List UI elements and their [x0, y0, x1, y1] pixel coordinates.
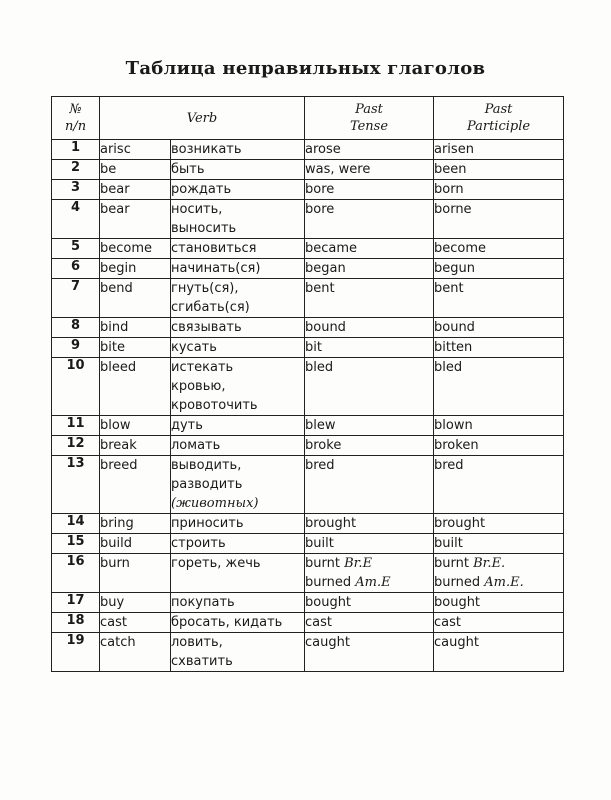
past-tense-form	[305, 358, 434, 416]
past-participle-form	[434, 140, 564, 160]
past-participle-word: arisen	[434, 142, 474, 157]
past-participle-line	[434, 358, 563, 377]
past-tense-form	[305, 338, 434, 358]
row-number: 1	[52, 140, 100, 160]
past-tense-line	[305, 318, 433, 337]
past-participle-form	[434, 593, 564, 613]
past-participle-form	[434, 259, 564, 279]
translation-line: выводить,	[171, 458, 242, 473]
region-label: Br.E.	[473, 556, 506, 571]
past-participle-line	[434, 593, 563, 612]
verb-translation	[171, 613, 305, 633]
past-tense-line	[305, 279, 433, 298]
past-participle-form	[434, 239, 564, 259]
translation-line: покупать	[171, 595, 235, 610]
past-tense-line	[305, 160, 433, 179]
past-participle-form	[434, 200, 564, 239]
table-row	[52, 534, 564, 554]
verb-infinitive: arisc	[100, 140, 171, 160]
past-tense-word: broke	[305, 438, 342, 453]
verb-translation	[171, 436, 305, 456]
header-verb: Verb	[100, 97, 305, 140]
past-participle-line	[434, 200, 563, 219]
past-tense-form	[305, 180, 434, 200]
past-participle-form	[434, 613, 564, 633]
past-participle-line	[434, 160, 563, 179]
header-past-line1: Past	[355, 102, 383, 117]
past-tense-word: cast	[305, 615, 332, 630]
translation-line: истекать	[171, 360, 234, 375]
table-row	[52, 554, 564, 593]
past-tense-form	[305, 593, 434, 613]
past-participle-form	[434, 358, 564, 416]
translation-line: гнуть(ся),	[171, 281, 239, 296]
past-participle-word: bought	[434, 595, 481, 610]
translation-line: гореть, жечь	[171, 556, 261, 571]
past-participle-word: caught	[434, 635, 479, 650]
past-tense-form	[305, 200, 434, 239]
verb-translation	[171, 259, 305, 279]
past-tense-form	[305, 534, 434, 554]
past-tense-word: bore	[305, 182, 335, 197]
past-tense-word: bore	[305, 202, 335, 217]
past-tense-line	[305, 514, 433, 533]
past-participle-form	[434, 456, 564, 514]
past-participle-form	[434, 160, 564, 180]
past-participle-line	[434, 239, 563, 258]
row-number: 16	[52, 554, 100, 593]
past-tense-line	[305, 633, 433, 652]
past-participle-line	[434, 573, 563, 592]
translation-line: строить	[171, 536, 226, 551]
table-body	[52, 140, 564, 672]
past-tense-line	[305, 200, 433, 219]
past-participle-word: become	[434, 241, 487, 256]
past-participle-word: burned	[434, 575, 481, 590]
past-participle-line	[434, 534, 563, 553]
translation-line: кровью,	[171, 379, 226, 394]
row-number: 17	[52, 593, 100, 613]
verb-translation	[171, 593, 305, 613]
row-number: 13	[52, 456, 100, 514]
verb-translation	[171, 416, 305, 436]
region-label: Am.E	[355, 575, 391, 590]
row-number: 9	[52, 338, 100, 358]
verb-infinitive: bend	[100, 279, 171, 318]
past-tense-form	[305, 554, 434, 593]
past-participle-line	[434, 613, 563, 632]
past-tense-word: bound	[305, 320, 346, 335]
past-tense-form	[305, 140, 434, 160]
past-participle-word: bred	[434, 458, 464, 473]
past-tense-line	[305, 554, 433, 573]
past-tense-form	[305, 436, 434, 456]
row-number: 11	[52, 416, 100, 436]
past-tense-word: bought	[305, 595, 352, 610]
translation-line: кровоточить	[171, 398, 258, 413]
row-number: 8	[52, 318, 100, 338]
past-participle-form	[434, 338, 564, 358]
table-row	[52, 416, 564, 436]
past-tense-word: caught	[305, 635, 350, 650]
verb-translation	[171, 358, 305, 416]
table-row	[52, 338, 564, 358]
verb-translation	[171, 200, 305, 239]
verb-infinitive: burn	[100, 554, 171, 593]
past-participle-word: begun	[434, 261, 475, 276]
translation-line: ловить,	[171, 635, 223, 650]
past-participle-form	[434, 554, 564, 593]
past-tense-line	[305, 593, 433, 612]
verb-translation	[171, 140, 305, 160]
row-number: 7	[52, 279, 100, 318]
translation-line: становиться	[171, 241, 257, 256]
verb-infinitive: bind	[100, 318, 171, 338]
verb-translation	[171, 554, 305, 593]
verb-infinitive: bleed	[100, 358, 171, 416]
past-participle-form	[434, 279, 564, 318]
past-participle-line	[434, 436, 563, 455]
verb-translation	[171, 239, 305, 259]
past-tense-form	[305, 318, 434, 338]
header-number-symbol: №	[69, 102, 82, 117]
past-tense-word: bent	[305, 281, 335, 296]
table-row	[52, 633, 564, 672]
past-tense-word: bit	[305, 340, 322, 355]
table-row	[52, 318, 564, 338]
past-tense-word: arose	[305, 142, 341, 157]
past-tense-line	[305, 573, 433, 592]
past-participle-form	[434, 534, 564, 554]
table-row	[52, 358, 564, 416]
translation-note: (животных)	[171, 496, 259, 511]
past-participle-form	[434, 416, 564, 436]
verb-infinitive: cast	[100, 613, 171, 633]
past-tense-form	[305, 416, 434, 436]
past-tense-form	[305, 160, 434, 180]
past-participle-form	[434, 633, 564, 672]
table-row	[52, 200, 564, 239]
past-participle-line	[434, 633, 563, 652]
past-participle-word: built	[434, 536, 463, 551]
row-number: 2	[52, 160, 100, 180]
past-tense-form	[305, 239, 434, 259]
past-tense-line	[305, 416, 433, 435]
past-tense-form	[305, 514, 434, 534]
past-participle-word: bled	[434, 360, 463, 375]
past-tense-form	[305, 633, 434, 672]
past-tense-form	[305, 456, 434, 514]
table-row	[52, 593, 564, 613]
translation-line: начинать(ся)	[171, 261, 261, 276]
past-participle-line	[434, 318, 563, 337]
past-participle-word: brought	[434, 516, 486, 531]
header-number-label: n/n	[64, 119, 87, 134]
header-number	[52, 97, 100, 140]
verb-translation	[171, 160, 305, 180]
past-tense-line	[305, 358, 433, 377]
verb-infinitive: break	[100, 436, 171, 456]
table-row	[52, 160, 564, 180]
past-tense-word: built	[305, 536, 334, 551]
past-participle-word: been	[434, 162, 467, 177]
row-number: 19	[52, 633, 100, 672]
region-label: Am.E.	[484, 575, 524, 590]
row-number: 4	[52, 200, 100, 239]
past-tense-word: became	[305, 241, 358, 256]
row-number: 6	[52, 259, 100, 279]
verb-infinitive: bear	[100, 180, 171, 200]
verb-infinitive: catch	[100, 633, 171, 672]
past-participle-word: bound	[434, 320, 475, 335]
past-participle-word: cast	[434, 615, 461, 630]
translation-line: быть	[171, 162, 205, 177]
verb-infinitive: build	[100, 534, 171, 554]
translation-line: бросать, кидать	[171, 615, 283, 630]
verb-translation	[171, 514, 305, 534]
past-participle-word: blown	[434, 418, 473, 433]
past-participle-line	[434, 279, 563, 298]
translation-line: дуть	[171, 418, 203, 433]
past-tense-line	[305, 259, 433, 278]
translation-line: кусать	[171, 340, 217, 355]
verb-translation	[171, 534, 305, 554]
verb-translation	[171, 180, 305, 200]
row-number: 5	[52, 239, 100, 259]
past-tense-form	[305, 613, 434, 633]
past-participle-line	[434, 259, 563, 278]
table-row	[52, 239, 564, 259]
verb-infinitive: blow	[100, 416, 171, 436]
row-number: 3	[52, 180, 100, 200]
past-participle-form	[434, 180, 564, 200]
verb-infinitive: be	[100, 160, 171, 180]
past-tense-word: bled	[305, 360, 334, 375]
table-row	[52, 140, 564, 160]
translation-line: сгибать(ся)	[171, 300, 250, 315]
past-tense-word: burned	[305, 575, 352, 590]
table-row	[52, 436, 564, 456]
past-tense-line	[305, 456, 433, 475]
past-tense-form	[305, 259, 434, 279]
past-participle-line	[434, 180, 563, 199]
past-tense-line	[305, 534, 433, 553]
past-tense-line	[305, 338, 433, 357]
table-row	[52, 180, 564, 200]
row-number: 10	[52, 358, 100, 416]
past-participle-word: born	[434, 182, 464, 197]
past-participle-line	[434, 140, 563, 159]
past-participle-line	[434, 514, 563, 533]
verb-infinitive: breed	[100, 456, 171, 514]
translation-line: приносить	[171, 516, 244, 531]
header-participle-line1: Past	[484, 102, 513, 117]
table-row	[52, 514, 564, 534]
past-tense-line	[305, 180, 433, 199]
past-participle-word: broken	[434, 438, 479, 453]
past-participle-line	[434, 456, 563, 475]
past-participle-form	[434, 436, 564, 456]
past-tense-word: was, were	[305, 162, 371, 177]
past-tense-line	[305, 239, 433, 258]
verb-infinitive: bite	[100, 338, 171, 358]
past-tense-word: began	[305, 261, 346, 276]
table-row	[52, 279, 564, 318]
verb-infinitive: bring	[100, 514, 171, 534]
translation-line: возникать	[171, 142, 242, 157]
past-tense-word: bred	[305, 458, 335, 473]
past-participle-line	[434, 338, 563, 357]
verb-infinitive: bear	[100, 200, 171, 239]
past-tense-line	[305, 613, 433, 632]
verb-translation	[171, 633, 305, 672]
verb-infinitive: begin	[100, 259, 171, 279]
past-tense-word: blew	[305, 418, 336, 433]
header-past-participle	[434, 97, 564, 140]
row-number: 12	[52, 436, 100, 456]
verb-translation	[171, 338, 305, 358]
verb-translation	[171, 456, 305, 514]
past-participle-word: bitten	[434, 340, 473, 355]
verb-translation	[171, 279, 305, 318]
verb-infinitive: become	[100, 239, 171, 259]
translation-line: рождать	[171, 182, 232, 197]
verb-translation	[171, 318, 305, 338]
past-participle-form	[434, 318, 564, 338]
row-number: 15	[52, 534, 100, 554]
past-participle-line	[434, 416, 563, 435]
header-past-tense	[305, 97, 434, 140]
table-row	[52, 613, 564, 633]
translation-line: выносить	[171, 221, 237, 236]
page-title: Таблица неправильных глаголов	[125, 58, 486, 79]
region-label: Br.E	[344, 556, 373, 571]
translation-line: ломать	[171, 438, 221, 453]
past-participle-word: burnt	[434, 556, 469, 571]
verb-infinitive: buy	[100, 593, 171, 613]
table-header-row	[52, 97, 564, 140]
past-participle-word: borne	[434, 202, 472, 217]
irregular-verbs-table	[51, 96, 564, 672]
past-participle-line	[434, 554, 563, 573]
translation-line: разводить	[171, 477, 243, 492]
translation-line: связывать	[171, 320, 242, 335]
past-tense-form	[305, 279, 434, 318]
header-past-line2: Tense	[349, 119, 389, 134]
past-tense-word: burnt	[305, 556, 340, 571]
past-participle-word: bent	[434, 281, 464, 296]
past-tense-line	[305, 436, 433, 455]
past-tense-word: brought	[305, 516, 357, 531]
table-row	[52, 259, 564, 279]
row-number: 14	[52, 514, 100, 534]
translation-line: схватить	[171, 654, 233, 669]
table-row	[52, 456, 564, 514]
past-participle-form	[434, 514, 564, 534]
row-number: 18	[52, 613, 100, 633]
past-tense-line	[305, 140, 433, 159]
header-participle-line2: Participle	[466, 119, 531, 134]
translation-line: носить,	[171, 202, 223, 217]
